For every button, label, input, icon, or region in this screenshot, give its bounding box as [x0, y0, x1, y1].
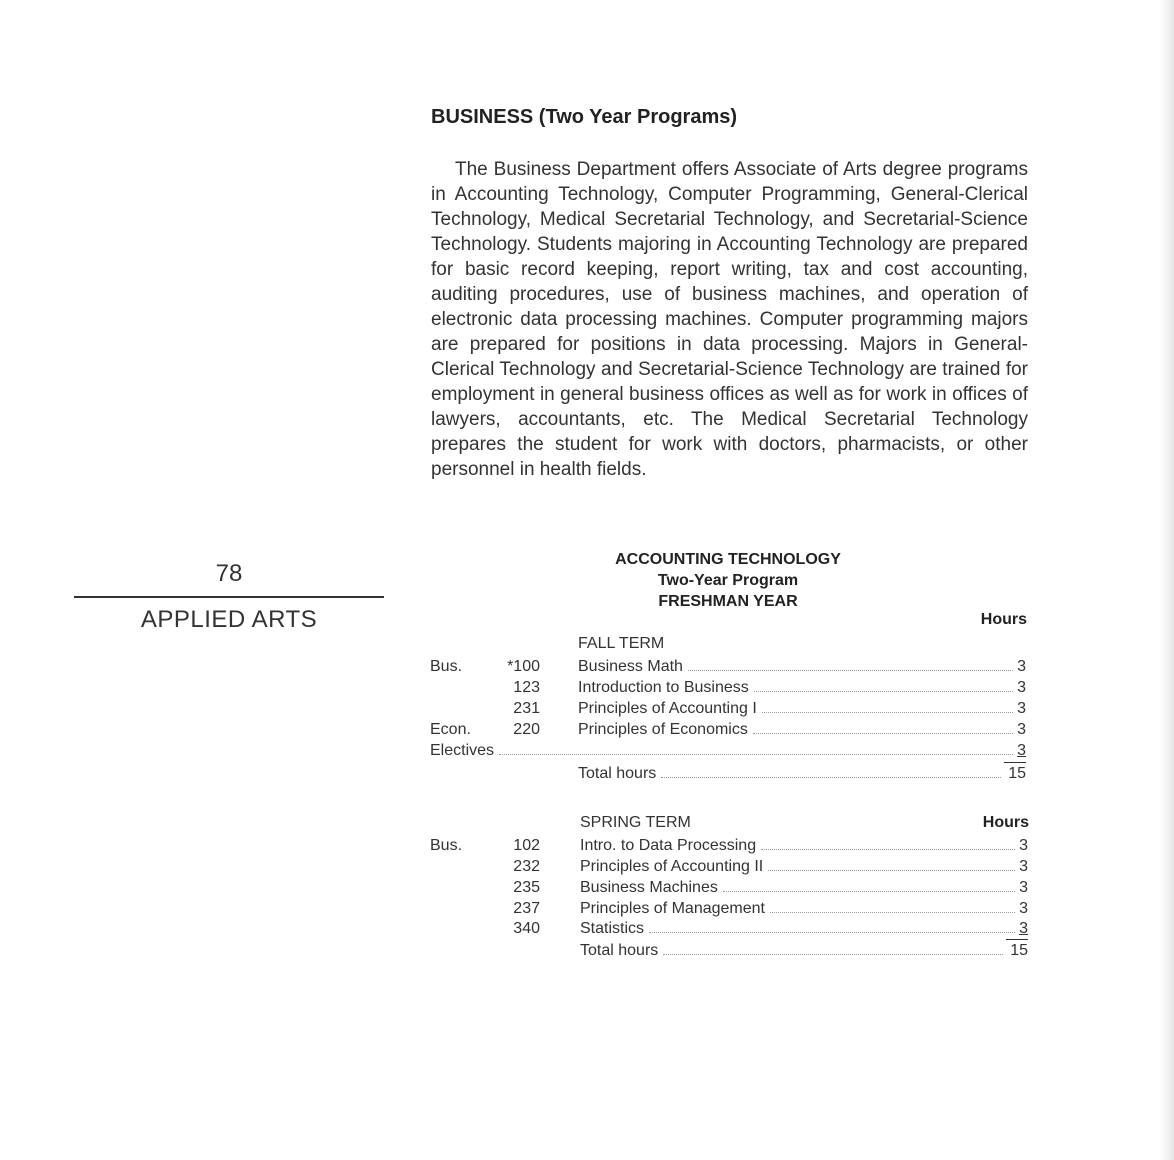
electives-hours: 3 [1017, 742, 1026, 759]
spring-total-row [430, 939, 1028, 960]
course-number: 235 [513, 879, 540, 896]
course-hours: 3 [1017, 658, 1026, 675]
course-hours: 3 [1017, 700, 1026, 717]
dept-code: Bus. [430, 837, 463, 854]
course-entry [580, 835, 1028, 856]
dot-leader [688, 670, 1013, 671]
fall-total-row [430, 762, 1028, 783]
course-entry [580, 898, 1028, 919]
course-name: Business Machines [580, 879, 718, 896]
electives-label: Electives [430, 742, 495, 759]
dept-code: Econ. [430, 721, 471, 738]
fall-row-2 [430, 677, 1028, 698]
margin-rule [74, 596, 384, 598]
total-label: Total hours [578, 765, 657, 782]
section-name: APPLIED ARTS [140, 606, 318, 633]
course-number: 102 [513, 837, 540, 854]
course-name: Business Math [578, 658, 683, 675]
course-entry [578, 677, 1026, 698]
margin-block [74, 560, 384, 634]
dot-leader [754, 691, 1013, 692]
course-hours: 3 [1019, 920, 1028, 937]
course-hours: 3 [1019, 879, 1028, 896]
course-name: Statistics [580, 920, 645, 937]
spring-row-4 [430, 898, 1028, 919]
electives-entry [430, 740, 1026, 761]
fall-row-3 [430, 698, 1028, 719]
course-number: 232 [513, 858, 540, 875]
program-title: ACCOUNTING TECHNOLOGY [615, 551, 841, 568]
intro-paragraph: The Business Department offers Associate of Arts degree programs in Accounting Technology, Computer Programming, General-Clerical Technology, Medical Secretarial Technology, and Secretarial-Science Technology. Students majoring in Accounting Technology are prepared for basic record keeping, report writing, tax and cost accounting, auditing procedures, use of business machines, and operation of electronic data processing machines. Computer programming majors are prepared for positions in data processing. Majors in General-Clerical Technology and Secretarial-Science Technology are trained for employment in general business offices as well as for work in offices of lawyers, accountants, etc. The Medical Secretarial Technology prepares the student for work with doctors, pharmacists, or other personnel in health fields. [431, 159, 1028, 480]
dot-leader [723, 891, 1015, 892]
dot-leader [770, 912, 1015, 913]
fall-row-1 [430, 656, 1028, 677]
total-entry [580, 939, 1028, 961]
course-entry [578, 719, 1026, 740]
course-number: 220 [513, 721, 540, 738]
fall-term-label: FALL TERM [578, 635, 665, 652]
fall-row-electives [430, 740, 1028, 761]
spring-hours-header: Hours [982, 814, 1029, 831]
course-name: Intro. to Data Processing [580, 837, 757, 854]
course-entry [578, 656, 1026, 677]
course-hours: 3 [1017, 679, 1026, 696]
total-hours: 15 [1004, 762, 1026, 784]
dot-leader [499, 754, 1013, 755]
course-name: Principles of Accounting II [580, 858, 764, 875]
course-hours: 3 [1019, 837, 1028, 854]
spring-row-3 [430, 877, 1028, 898]
total-label: Total hours [580, 942, 659, 959]
dot-leader [761, 849, 1015, 850]
spring-term-label: SPRING TERM [580, 814, 691, 831]
course-entry [580, 877, 1028, 898]
program-subtitle: Two-Year Program [657, 572, 799, 589]
course-entry [578, 698, 1026, 719]
course-number: 237 [513, 900, 540, 917]
dot-leader [768, 870, 1015, 871]
dot-leader [663, 954, 1003, 955]
dot-leader [762, 712, 1013, 713]
spring-row-2 [430, 856, 1028, 877]
total-hours: 15 [1006, 939, 1028, 961]
course-number: 231 [513, 700, 540, 717]
course-entry [580, 918, 1028, 939]
course-number: 340 [513, 920, 540, 937]
spring-row-1 [430, 835, 1028, 856]
page-number: 78 [215, 560, 243, 587]
dot-leader [753, 733, 1013, 734]
fall-row-4 [430, 719, 1028, 740]
course-name: Introduction to Business [578, 679, 749, 696]
course-hours: 3 [1019, 900, 1028, 917]
course-hours: 3 [1019, 858, 1028, 875]
course-name: Principles of Accounting I [578, 700, 757, 717]
page-heading: BUSINESS (Two Year Programs) [431, 106, 738, 128]
fall-hours-header: Hours [980, 611, 1027, 628]
course-name: Principles of Management [580, 900, 765, 917]
dept-code: Bus. [430, 658, 463, 675]
course-entry [580, 856, 1028, 877]
program-year: FRESHMAN YEAR [658, 593, 798, 610]
page-edge-shadow [1160, 0, 1174, 1160]
dot-leader [649, 932, 1015, 933]
course-name: Principles of Economics [578, 721, 748, 738]
course-hours: 3 [1017, 721, 1026, 738]
total-entry [578, 762, 1026, 784]
course-number: *100 [507, 658, 540, 675]
dot-leader [661, 777, 1001, 778]
course-number: 123 [513, 679, 540, 696]
spring-row-5 [430, 918, 1028, 939]
